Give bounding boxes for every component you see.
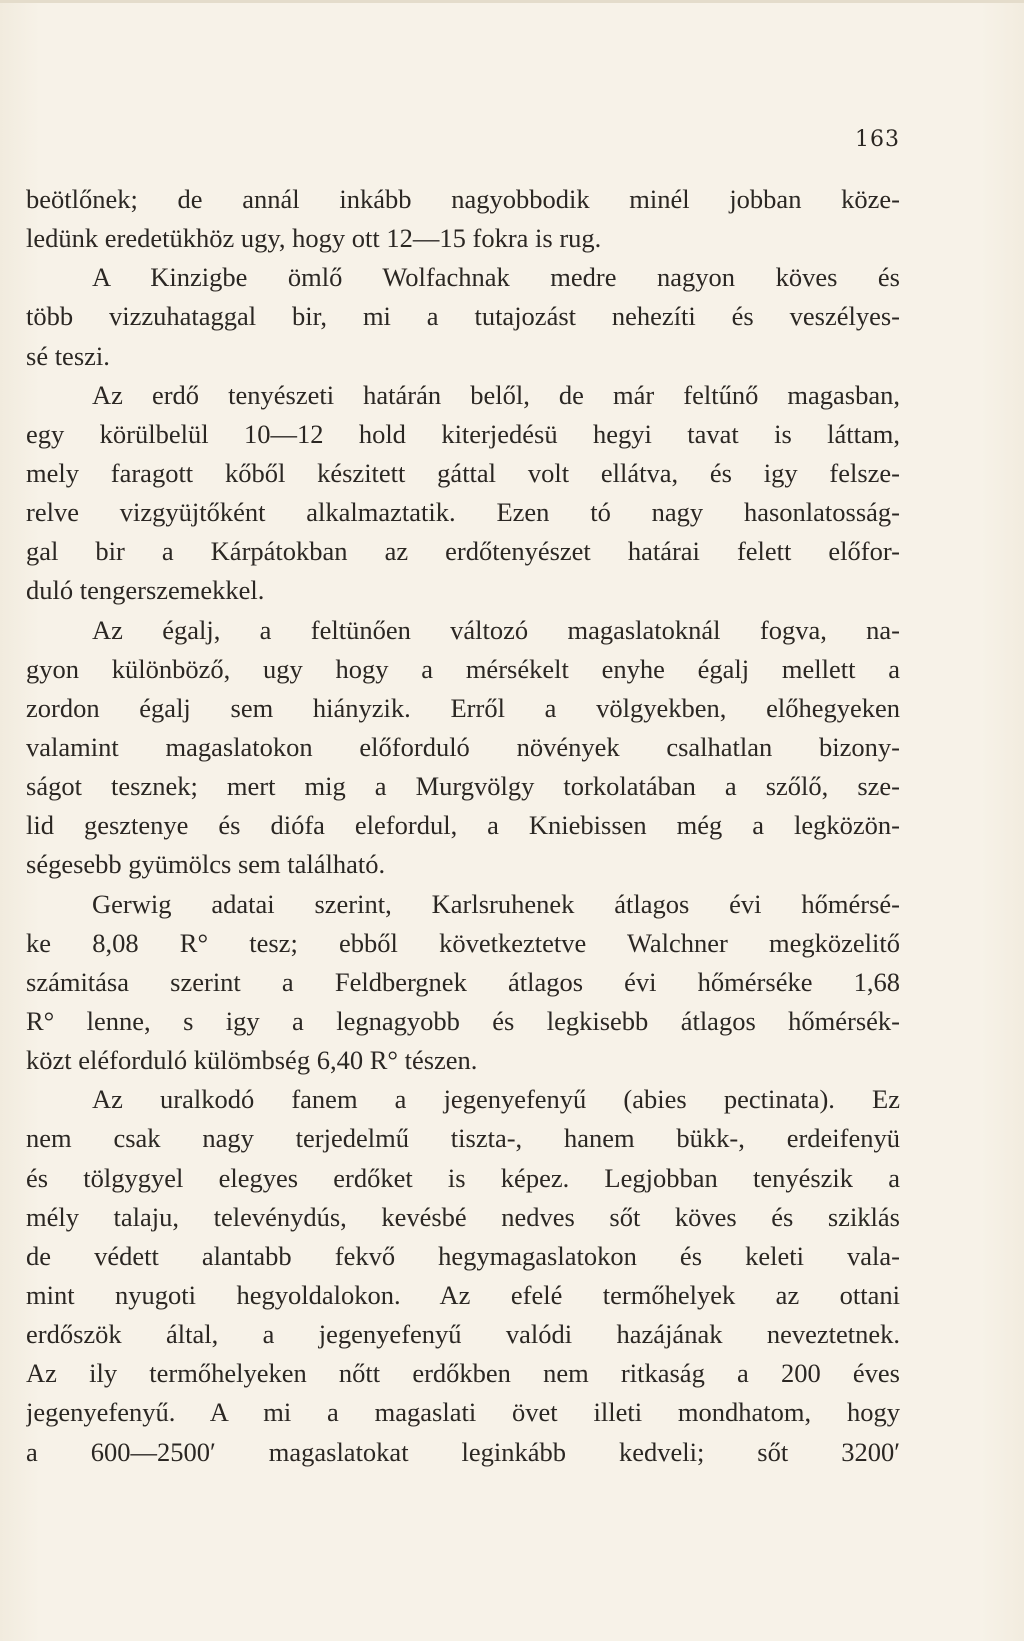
- text-line: erdőszök által, a jegenyefenyű valódi hazájának neveztetnek.: [26, 1319, 900, 1350]
- text-line: lid gesztenye és diófa elefordul, a Kniebissen még a legközön-: [26, 810, 900, 841]
- text-line: jegenyefenyű. A mi a magaslati övet illeti mondhatom, hogy: [26, 1397, 900, 1428]
- text-line: nem csak nagy terjedelmű tiszta-, hanem bükk-, erdeifenyü: [26, 1123, 900, 1154]
- text-line: de védett alantabb fekvő hegymagaslatokon és keleti vala-: [26, 1240, 900, 1271]
- text-line: számitása szerint a Feldbergnek átlagos évi hőmérséke 1,68: [26, 966, 900, 997]
- text-line: A Kinzigbe ömlő Wolfachnak medre nagyon köves és: [92, 262, 900, 293]
- text-line: mely faragott kőből készitett gáttal volt ellátva, és igy felsze-: [26, 457, 900, 488]
- text-line: duló tengerszemekkel.: [26, 575, 265, 606]
- text-line: sé teszi.: [26, 340, 110, 371]
- text-line: ke 8,08 R° tesz; ebből következtetve Walchner megközelitő: [26, 927, 900, 958]
- text-line: valamint magaslatokon előforduló növények csalhatlan bizony-: [26, 731, 900, 762]
- text-line: ságot tesznek; mert mig a Murgvölgy torkolatában a szőlő, sze-: [26, 771, 900, 802]
- body-text: [26, 180, 900, 1472]
- text-line: ségesebb gyümölcs sem található.: [26, 849, 386, 880]
- page-number: 163: [855, 127, 900, 152]
- page-top-edge: [0, 0, 1024, 3]
- text-line: ledünk eredetükhöz ugy, hogy ott 12—15 fokra is rug.: [26, 223, 602, 254]
- text-line: R° lenne, s igy a legnagyobb és legkisebb átlagos hőmérsék-: [26, 1005, 900, 1036]
- text-line: Az erdő tenyészeti határán belől, de már feltűnő magasban,: [92, 379, 900, 410]
- text-line: Az égalj, a feltünően változó magaslatoknál fogva, na-: [92, 614, 900, 645]
- text-line: Az ily termőhelyeken nőtt erdőkben nem ritkaság a 200 éves: [26, 1358, 900, 1389]
- text-line: és tölgygyel elegyes erdőket is képez. Legjobban tenyészik a: [26, 1162, 900, 1193]
- text-line: relve vizgyüjtőként alkalmaztatik. Ezen tó nagy hasonlatosság-: [26, 497, 900, 528]
- text-line: gyon különböző, ugy hogy a mérsékelt enyhe égalj mellett a: [26, 653, 900, 684]
- text-line: mély talaju, televénydús, kevésbé nedves sőt köves és sziklás: [26, 1201, 900, 1232]
- text-line: egy körülbelül 10—12 hold kiterjedésü hegyi tavat is láttam,: [26, 418, 900, 449]
- text-line: több vizzuhataggal bir, mi a tutajozást nehezíti és veszélyes-: [26, 301, 900, 332]
- text-line: Az uralkodó fanem a jegenyefenyű (abies pectinata). Ez: [92, 1084, 900, 1115]
- text-line: mint nyugoti hegyoldalokon. Az efelé termőhelyek az ottani: [26, 1279, 900, 1310]
- text-line: beötlőnek; de annál inkább nagyobbodik minél jobban köze-: [26, 184, 900, 214]
- text-line: gal bir a Kárpátokban az erdőtenyészet határai felett előfor-: [26, 536, 900, 567]
- text-line: Gerwig adatai szerint, Karlsruhenek átlagos évi hőmérsé-: [92, 888, 900, 919]
- text-line: zordon égalj sem hiányzik. Erről a völgyekben, előhegyeken: [26, 692, 900, 723]
- text-line: a 600—2500′ magaslatokat leginkább kedveli; sőt 3200′: [26, 1436, 900, 1467]
- text-line: közt eléforduló külömbség 6,40 R° tészen.: [26, 1045, 478, 1076]
